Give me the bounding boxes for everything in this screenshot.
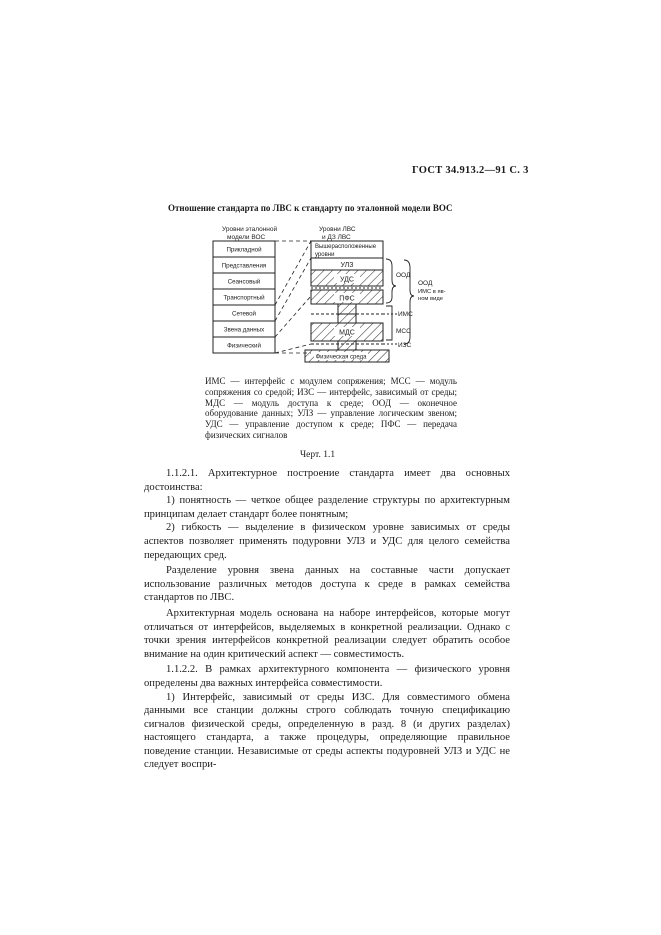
paragraph: 1.1.2.2. В рамках архитектурного компонента — физического уровня определены два важных интерфейса совместимости. xyxy=(144,664,510,689)
paragraph: Архитектурная модель основана на наборе интерфейсов, которые могут отличаться от интерфейсов, выделяемых в конкретной реализации. Однако с точки зрения интерфейсов конкретной реализации следует обратить особое внимание на один критический аспект — совместимость. xyxy=(144,607,510,660)
ood-label-inner: ООД xyxy=(396,272,411,279)
figure-number: Черт. 1.1 xyxy=(300,450,336,460)
paragraph: 1) понятность — четкое общее разделение структуры по архитектурным принципам делает стандарт более понятным; xyxy=(144,495,510,520)
osi-heading-line-2: модели ВОС xyxy=(227,234,266,241)
osi-layer-column xyxy=(213,241,275,353)
paragraph: Разделение уровня звена данных на составные части допускает использование различных методов доступа к среде в рамках семейства стандартов по ЛВС. xyxy=(144,565,510,604)
document-header: ГОСТ 34.913.2—91 С. 3 xyxy=(412,165,529,176)
ims-label: ИМС xyxy=(398,311,413,318)
pfs-label: ПФС xyxy=(339,295,355,303)
mss-label: МСС xyxy=(396,328,411,335)
osi-layer-presentation: Представления xyxy=(221,262,267,270)
ood-label-outer: ООД xyxy=(418,280,433,287)
figure-title: Отношение стандарта по ЛВС к стандарту по эталонной модели ВОС xyxy=(168,203,453,213)
layer-mapping-lines xyxy=(275,241,311,353)
ims-note-line-2: ном виде xyxy=(418,296,443,302)
osi-layer-session: Сеансовый xyxy=(227,278,261,286)
izs-label: ИЗС xyxy=(398,342,412,349)
ulz-label: УЛЗ xyxy=(340,262,354,269)
figure-caption: ИМС — интерфейс с модулем сопряжения; МСС — модуль сопряжения со средой; ИЗС — интерфейс, зависимый от среды; МДС — модуль доступа к среде; ООД — оконечное оборудование данных; УЛЗ — управление логическим звеном; УДС — управление доступом к среде; ПФС — передача физических сигналов xyxy=(205,376,457,440)
paragraph: 1.1.2.1. Архитектурное построение стандарта имеет два основных достоинства: xyxy=(144,468,510,493)
uds-label: УДС xyxy=(340,276,354,284)
upper-layers-line-1: Вышерасположенные xyxy=(315,244,377,250)
paragraph: 2) гибкость — выделение в физическом уровне зависимых от среды аспектов позволяет применять подуровни УЛЗ и УДС для целого семейства передающих сред. xyxy=(144,522,510,561)
osi-heading-line-1: Уровни эталонной xyxy=(222,226,278,233)
lan-heading-line-2: и ДЗ ЛВС xyxy=(322,234,351,241)
osi-layer-network: Сетевой xyxy=(231,310,257,318)
lan-stack xyxy=(305,241,389,362)
osi-layer-transport: Транспортный xyxy=(223,294,265,302)
osi-layer-physical: Физический xyxy=(227,342,261,350)
body-text xyxy=(144,467,510,772)
osi-layer-application: Прикладной xyxy=(226,246,262,254)
lan-heading-line-1: Уровни ЛВС xyxy=(319,226,356,233)
ims-note-line-1: ИМС в яв- xyxy=(418,289,446,295)
mds-label: МДС xyxy=(339,329,355,337)
physical-medium-label: Физическая среда xyxy=(315,354,367,361)
osi-layer-data-link: Звена данных xyxy=(223,326,265,334)
upper-layers-line-2: уровни xyxy=(315,252,335,258)
paragraph: 1) Интерфейс, зависимый от среды ИЗС. Для совместимого обмена данными все станции должны строго соблюдать точную спецификацию сигналов физической среды, определенную в разд. 8 (и других разделах) настоящего стандарта, а также процедуры, определяющие правильное поведение станции. Независимые от среды аспекты подуровней УЛЗ и УДС не следует воспри- xyxy=(144,691,510,771)
